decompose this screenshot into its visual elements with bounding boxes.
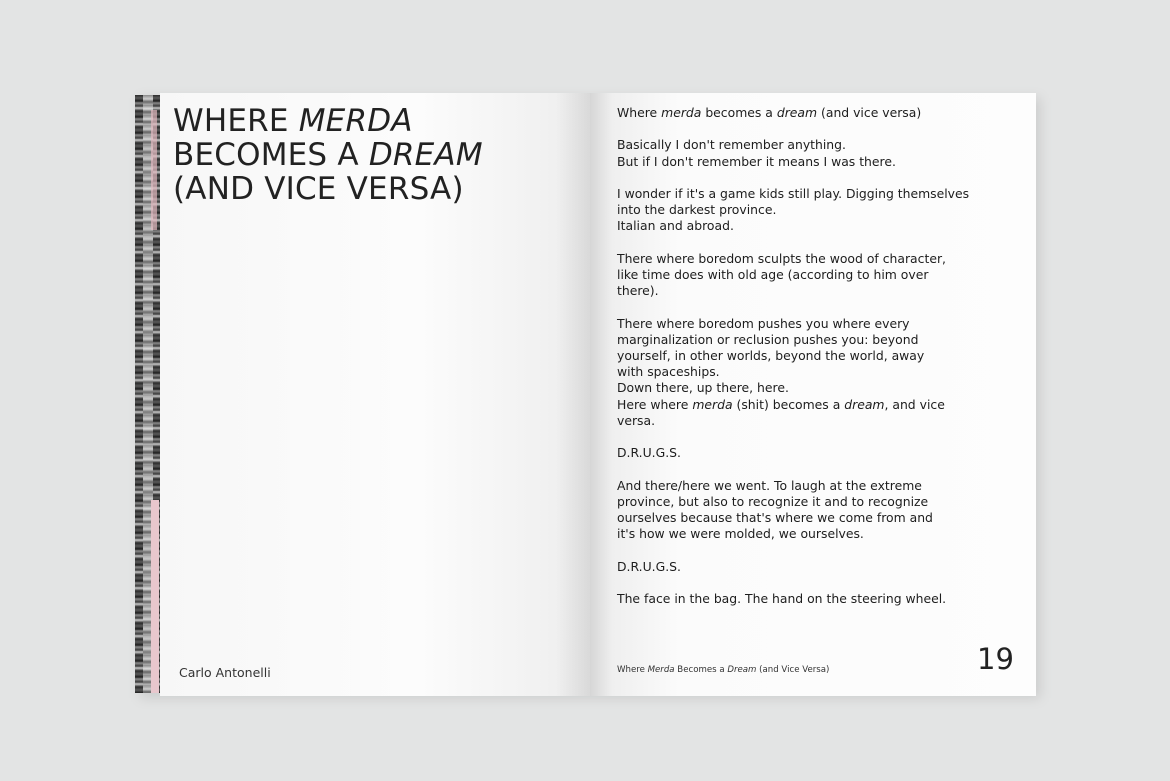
paragraph-2: I wonder if it's a game kids still play. Digging themselves into the darkest province. Italian and abroad. [617,185,970,234]
title-line-3: (AND VICE VERSA) [173,171,464,207]
paragraph-8: The face in the bag. The hand on the steering wheel. [617,590,947,606]
pink-page-edge [151,500,159,693]
paragraph-6: And there/here we went. To laugh at the extreme province, but also to recognize it and to recognize ourselves because that's where we come from and it's how we were molded, we ourselves. [617,477,933,542]
pink-page-edge-top [151,110,157,230]
title-line-2: BECOMES A DREAM [173,137,483,173]
paragraph-1: Basically I don't remember anything. But if I don't remember it means I was there. [617,137,896,169]
page-number: 19 [977,642,1014,676]
paragraph-3: There where boredom sculpts the wood of character, like time does with old age (according to him over there). [617,250,946,299]
paragraph-7: D.R.U.G.S. [617,558,681,574]
chapter-title [173,104,483,206]
author-name: Carlo Antonelli [179,665,271,680]
title-line-1: WHERE MERDA [173,103,413,139]
paragraph-5: D.R.U.G.S. [617,445,681,461]
running-head: Where Merda Becomes a Dream (and Vice Versa) [617,665,830,675]
body-heading: Where merda becomes a dream (and vice versa) [617,105,922,120]
paragraph-4: There where boredom pushes you where every marginalization or reclusion pushes you: beyond yourself, in other worlds, beyond the world, away with spaceships. Down there, up there, here. Here where merda (shit) becomes a dream, and vice versa. [617,315,945,428]
body-text [617,105,1017,623]
